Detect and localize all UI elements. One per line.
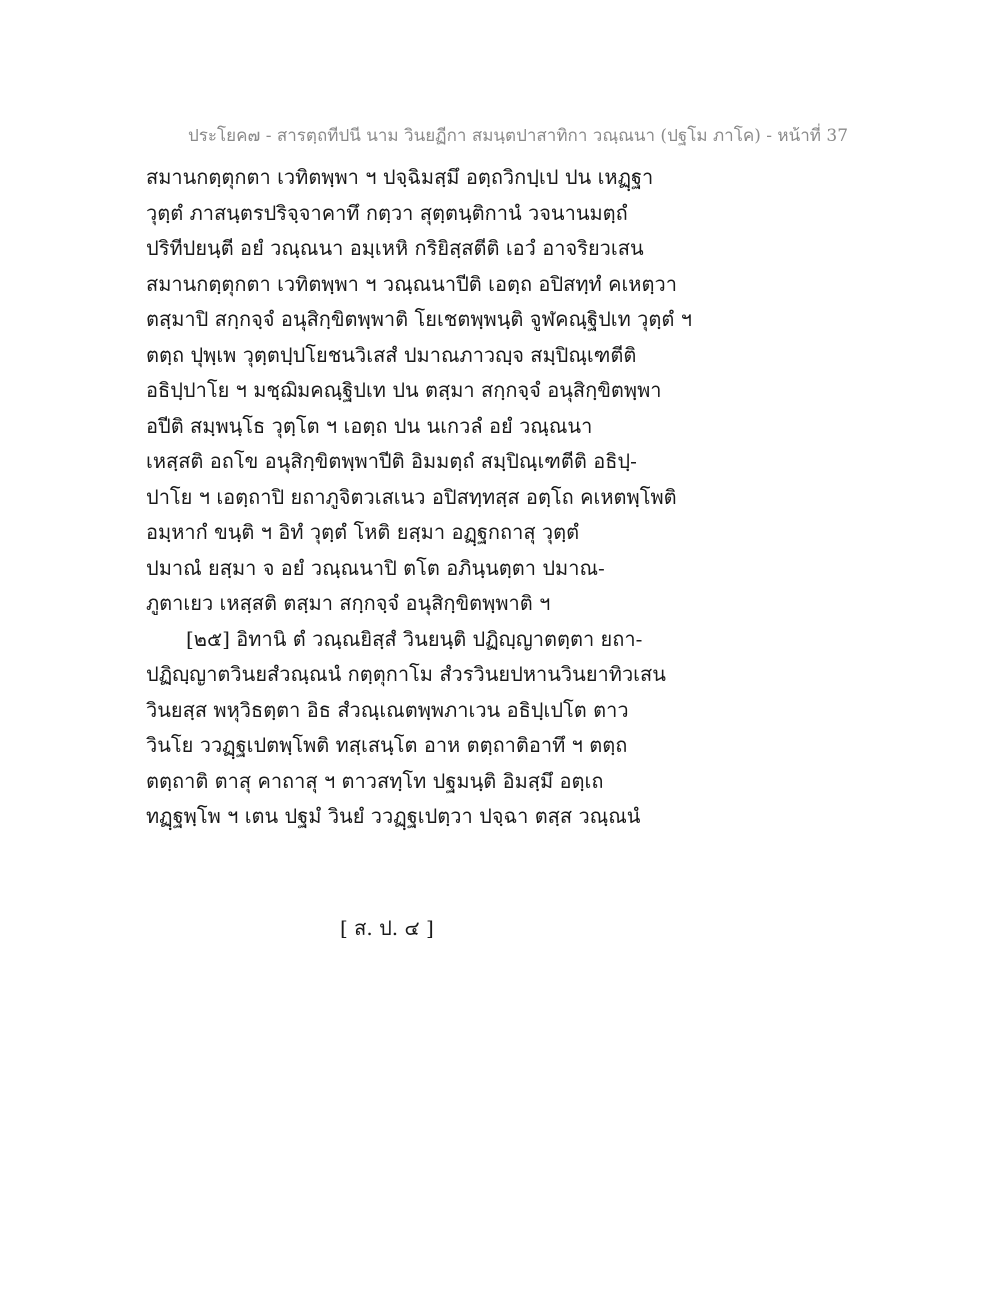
text-line: ปมาณํ ยสฺมา จ อยํ วณฺณนาปิ ตโต อภินฺนตฺตา ปมาณ- bbox=[146, 555, 605, 580]
text-line: วุตฺตํ ภาสนฺตรปริจฺจาคาทึ กตฺวา สุตฺตนฺติกานํ วจนานมตฺถํ bbox=[146, 200, 628, 225]
text-line: ทฏฺฐพฺโพ ฯ เตน ปฐมํ วินยํ ววฏฺฐเปตฺวา ปจฺฉา ตสฺส วณฺณนํ bbox=[146, 804, 641, 828]
text-line: อปีติ สมฺพนฺโธ วุตฺโต ฯ เอตฺถ ปน นเกวลํ อยํ วณฺณนา bbox=[146, 413, 593, 438]
text-line: ตตฺถาติ ตาสุ คาถาสุ ฯ ตาวสทฺโท ปฐมนฺติ อิมสฺมึ อตฺเถ bbox=[146, 768, 604, 793]
text-line: ปฏิญฺญาตวินยสํวณฺณนํ กตฺตุกาโม สํวรวินยปหานวินยาทิวเสน bbox=[146, 662, 666, 686]
text-line: สมานกตฺตุกตา เวทิตพฺพา ฯ วณฺณนาปีติ เอตฺถ อปิสทฺทํ คเหตฺวา bbox=[146, 271, 677, 296]
text-line: อมฺหากํ ขนฺติ ฯ อิทํ วุตฺตํ โหติ ยสฺมา อฏฺฐกถาสุ วุตฺตํ bbox=[146, 520, 580, 544]
text-line: ปาโย ฯ เอตฺถาปิ ยถาภูจิตวเสเนว อปิสทฺทสฺส อตฺโถ คเหตพฺโพติ bbox=[146, 484, 677, 509]
text-line: วินโย ววฏฺฐเปตพฺโพติ ทสฺเสนฺโต อาห ตตฺถาติอาทึ ฯ ตตฺถ bbox=[146, 733, 628, 757]
body-text bbox=[146, 160, 706, 835]
text-line: ภูตาเยว เหสฺสติ ตสฺมา สกฺกจฺจํ อนุสิกฺขิตพฺพาติ ฯ bbox=[146, 591, 551, 615]
running-header: ประโยค๗ - สารตฺถทีปนี นาม วินยฏีกา สมนฺตปาสาทิกา วณฺณนา (ปฐโม ภาโค) - หน้าที่ 37 bbox=[188, 126, 849, 146]
text-line: สมานกตฺตุกตา เวทิตพฺพา ฯ ปจฺฉิมสฺมึ อตฺถวิกปฺเป ปน เหฏฺฐา bbox=[146, 165, 654, 189]
text-line: ตตฺถ ปุพฺเพ วุตฺตปฺปโยชนวิเสสํ ปมาณภาวญฺจ สมฺปิณฺเฑตีติ bbox=[146, 342, 637, 367]
text-line: ตสฺมาปิ สกฺกจฺจํ อนุสิกฺขิตพฺพาติ โยเชตพฺพนฺติ จูฬคณฺฐิปเท วุตฺตํ ฯ bbox=[146, 307, 692, 331]
page-signature: [ ส. ป. ๔ ] bbox=[340, 916, 434, 940]
text-line: เหสฺสติ อถโข อนุสิกฺขิตพฺพาปีติ อิมมตฺถํ สมฺปิณฺเฑตีติ อธิปฺ- bbox=[146, 449, 637, 473]
paragraph-start-line: [๒๕] อิทานิ ตํ วณฺณยิสฺสํ วินยนฺติ ปฏิญฺญาตตฺตา ยถา- bbox=[186, 626, 643, 651]
text-line: อธิปฺปาโย ฯ มชฺฌิมคณฺฐิปเท ปน ตสฺมา สกฺกจฺจํ อนุสิกฺขิตพฺพา bbox=[146, 378, 662, 402]
text-line: ปริทีปยนฺตี อยํ วณฺณนา อมฺเหหิ กริยิสฺสตีติ เอวํ อาจริยวเสน bbox=[146, 236, 644, 260]
text-line: วินยสฺส พหุวิธตฺตา อิธ สํวณฺเณตพฺพภาเวน อธิปฺเปโต ตาว bbox=[146, 697, 629, 722]
